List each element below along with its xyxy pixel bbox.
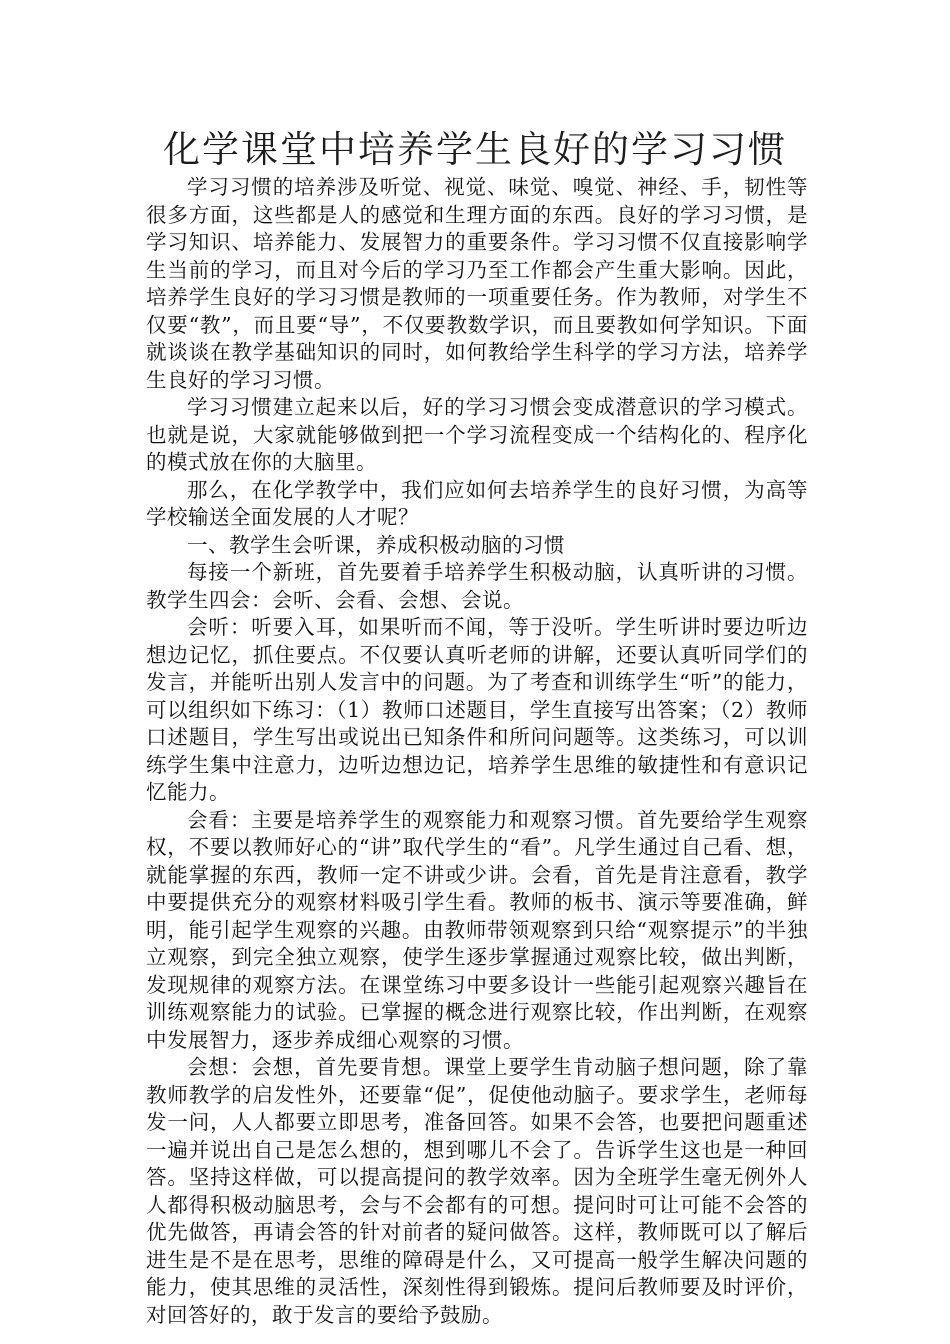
paragraph-four-skills: 每接一个新班，首先要着手培养学生积极动脑，认真听讲的习惯。教学生四会：会听、会看、会想、会说。 bbox=[146, 560, 808, 612]
paragraph-listening: 会听：听要入耳，如果听而不闻，等于没听。学生听讲时要边听边想边记忆，抓住要点。不仅要认真听老师的讲解，还要认真听同学们的发言，并能听出别人发言中的问题。为了考查和训练学生“听”的能力，可以组织如下练习：（1）教师口述题目，学生直接写出答案；（2）教师口述题目，学生写出或说出已知条件和所问问题等。这类练习，可以训练学生集中注意力，边听边想边记，培养学生思维的敏捷性和有意识记忆能力。 bbox=[146, 615, 808, 804]
paragraph-thinking: 会想：会想，首先要肯想。课堂上要学生肯动脑子想问题，除了靠教师教学的启发性外，还要靠“促”，促使他动脑子。要求学生，老师每发一问，人人都要立即思考，准备回答。如果不会答，也要把问题重述一遍并说出自己是怎么想的，想到哪儿不会了。告诉学生这也是一种回答。坚持这样做，可以提高提问的教学效率。因为全班学生毫无例外人人都得积极动脑思考，会与不会都有的可想。提问时可让可能不会答的优先做答，再请会答的针对前者的疑问做答。这样，教师既可以了解后进生是不是在思考，思维的障碍是什么，又可提高一般学生解决问题的能力，使其思维的灵活性，深刻性得到锻炼。提问后教师要及时评价，对回答好的，敢于发言的要给予鼓励。 bbox=[146, 1055, 808, 1327]
paragraph-question: 那么，在化学教学中，我们应如何去培养学生的良好习惯，为高等学校输送全面发展的人才呢？ bbox=[146, 477, 808, 529]
section-heading-one: 一、教学生会听课，养成积极动脑的习惯 bbox=[187, 532, 565, 557]
page-title: 化学课堂中培养学生良好的学习习惯 bbox=[163, 128, 787, 171]
paragraph-intro: 学习习惯的培养涉及听觉、视觉、味觉、嗅觉、神经、手，韧性等很多方面，这些都是人的感觉和生理方面的东西。良好的学习习惯，是学习知识、培养能力、发展智力的重要条件。学习习惯不仅直接影响学生当前的学习，而且对今后的学习乃至工作都会产生重大影响。因此，培养学生良好的学习习惯是教师的一项重要任务。作为教师，对学生不仅要“教”，而且要“导”，不仅要教数学识，而且要教如何学知识。下面就谈谈在教学基础知识的同时，如何教给学生科学的学习方法，培养学生良好的学习习惯。 bbox=[146, 175, 808, 392]
paragraph-observing: 会看：主要是培养学生的观察能力和观察习惯。首先要给学生观察权，不要以教师好心的“讲”取代学生的“看”。凡学生通过自己看、想，就能掌握的东西，教师一定不讲或少讲。会看，首先是肯注意看，教学中要提供充分的观察材料吸引学生看。教师的板书、演示等要准确，鲜明，能引起学生观察的兴趣。由教师带领观察到只给“观察提示”的半独立观察，到完全独立观察，使学生逐步掌握通过观察比较，做出判断，发现规律的观察方法。在课堂练习中要多设计一些能引起观察兴趣旨在训练观察能力的试验。已掌握的概念进行观察比较，作出判断，在观察中发展智力，逐步养成细心观察的习惯。 bbox=[146, 807, 808, 1052]
document-body bbox=[146, 174, 808, 1329]
paragraph-habit-formation: 学习习惯建立起来以后，好的学习习惯会变成潜意识的学习模式。也就是说，大家就能够做到把一个学习流程变成一个结构化的、程序化的模式放在你的大脑里。 bbox=[146, 395, 808, 474]
